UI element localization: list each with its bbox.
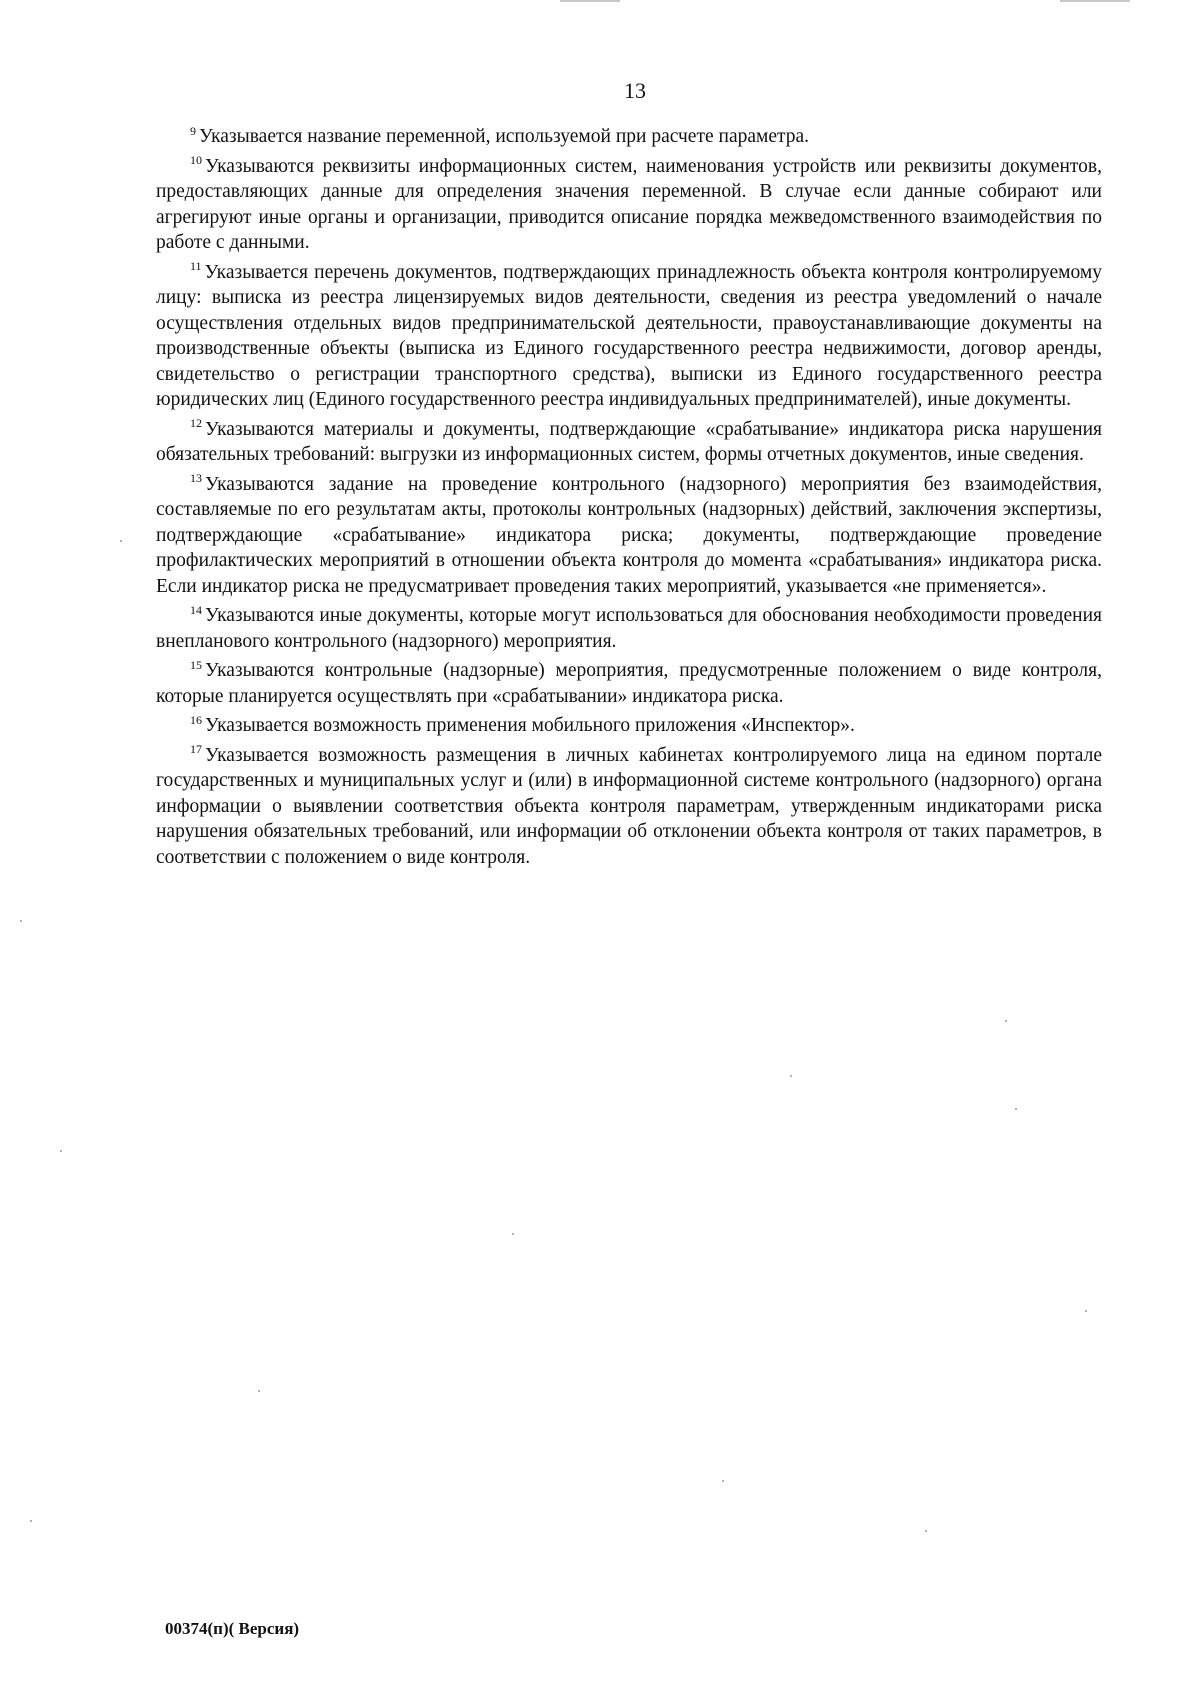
footnote-text: Указывается возможность применения мобильного приложения «Инспектор». [205, 715, 855, 736]
scan-speck [1005, 1020, 1007, 1022]
footnote-number: 10 [190, 153, 202, 167]
footnote-14 [156, 603, 1102, 654]
footnote-number: 9 [190, 123, 196, 138]
scan-speck [512, 1233, 514, 1235]
footnote-9 [156, 124, 1102, 150]
scan-speck [60, 1150, 62, 1152]
footnote-text: Указывается возможность размещения в личных кабинетах контролируемого лица на едином портале государственных и муниципальных услуг и (или) в информационной системе контрольного (надзорного) органа информации о выявлении соответствия объекта контроля параметрам, утвержденным индикаторами риска нарушения обязательных требований, или информации об отклонении объекта контроля от таких параметров, в соответствии с положением о виде контроля. [156, 744, 1102, 868]
scan-speck [1015, 1108, 1017, 1110]
footnote-number: 12 [190, 416, 202, 430]
footnote-15 [156, 658, 1102, 709]
scan-edge-mark [1060, 0, 1130, 2]
footnote-number: 17 [190, 742, 202, 756]
footnote-text: Указываются иные документы, которые могут использоваться для обоснования необходимости проведения внепланового контрольного (надзорного) мероприятия. [156, 605, 1102, 652]
footnote-text: Указывается перечень документов, подтверждающих принадлежность объекта контроля контролируемому лицу: выписка из реестра лицензируемых видов деятельности, сведения из реестра уведомлений о начале осуществления отдельных видов предпринимательской деятельности, правоустанавливающие документы на производственные объекты (выписка из Единого государственного реестра недвижимости, договор аренды, свидетельство о регистрации транспортного средства), выписки из Единого государственного реестра юридических лиц (Единого государственного реестра индивидуальных предпринимателей), иные документы. [156, 261, 1102, 410]
footnotes-list [156, 124, 1102, 874]
scan-speck [1085, 1310, 1087, 1312]
footnote-number: 13 [190, 471, 202, 485]
footnote-text: Указываются контрольные (надзорные) мероприятия, предусмотренные положением о виде контроля, которые планируется осуществлять при «срабатывании» индикатора риска. [156, 660, 1102, 707]
scan-speck [925, 1530, 927, 1532]
page-number: 13 [624, 78, 646, 103]
scan-speck [258, 1390, 260, 1392]
footnote-text: Указывается название переменной, используемой при расчете параметра. [199, 126, 810, 147]
scan-speck [20, 920, 22, 922]
footnote-16 [156, 713, 1102, 739]
document-version-label: 00374(п)( Версия) [165, 1619, 300, 1638]
footnote-number: 14 [190, 602, 202, 617]
footnote-text: Указываются реквизиты информационных систем, наименования устройств или реквизиты документов, предоставляющих данные для определения значения переменной. В случае если данные собирают или агрегируют иные органы и организации, приводится описание порядка межведомственного взаимодействия по работе с данными. [156, 155, 1102, 253]
scan-edge-mark [560, 0, 620, 2]
footnote-12 [156, 417, 1102, 468]
scan-speck [722, 1480, 724, 1482]
footnote-text: Указываются задание на проведение контрольного (надзорного) мероприятия без взаимодействия, составляемые по его результатам акты, протоколы контрольных (надзорных) действий, заключения экспертизы, подтверждающие «срабатывание» индикатора риска; документы, подтверждающие проведение профилактических мероприятий в отношении объекта контроля до момента «срабатывания» индикатора риска. Если индикатор риска не предусматривает проведения таких мероприятий, указывается «не применяется». [156, 473, 1102, 597]
scan-speck [30, 1520, 32, 1522]
footnote-11 [156, 260, 1102, 413]
footnote-text: Указываются материалы и документы, подтверждающие «срабатывание» индикатора риска нарушения обязательных требований: выгрузки из информационных систем, формы отчетных документов, иные сведения. [156, 418, 1102, 465]
scan-speck [790, 1075, 792, 1077]
scan-speck [120, 540, 122, 542]
footnote-17 [156, 743, 1102, 871]
footnote-number: 11 [190, 259, 202, 273]
footnote-10 [156, 154, 1102, 256]
footnote-number: 15 [190, 657, 202, 672]
footnote-13 [156, 472, 1102, 600]
footnote-number: 16 [190, 712, 202, 727]
